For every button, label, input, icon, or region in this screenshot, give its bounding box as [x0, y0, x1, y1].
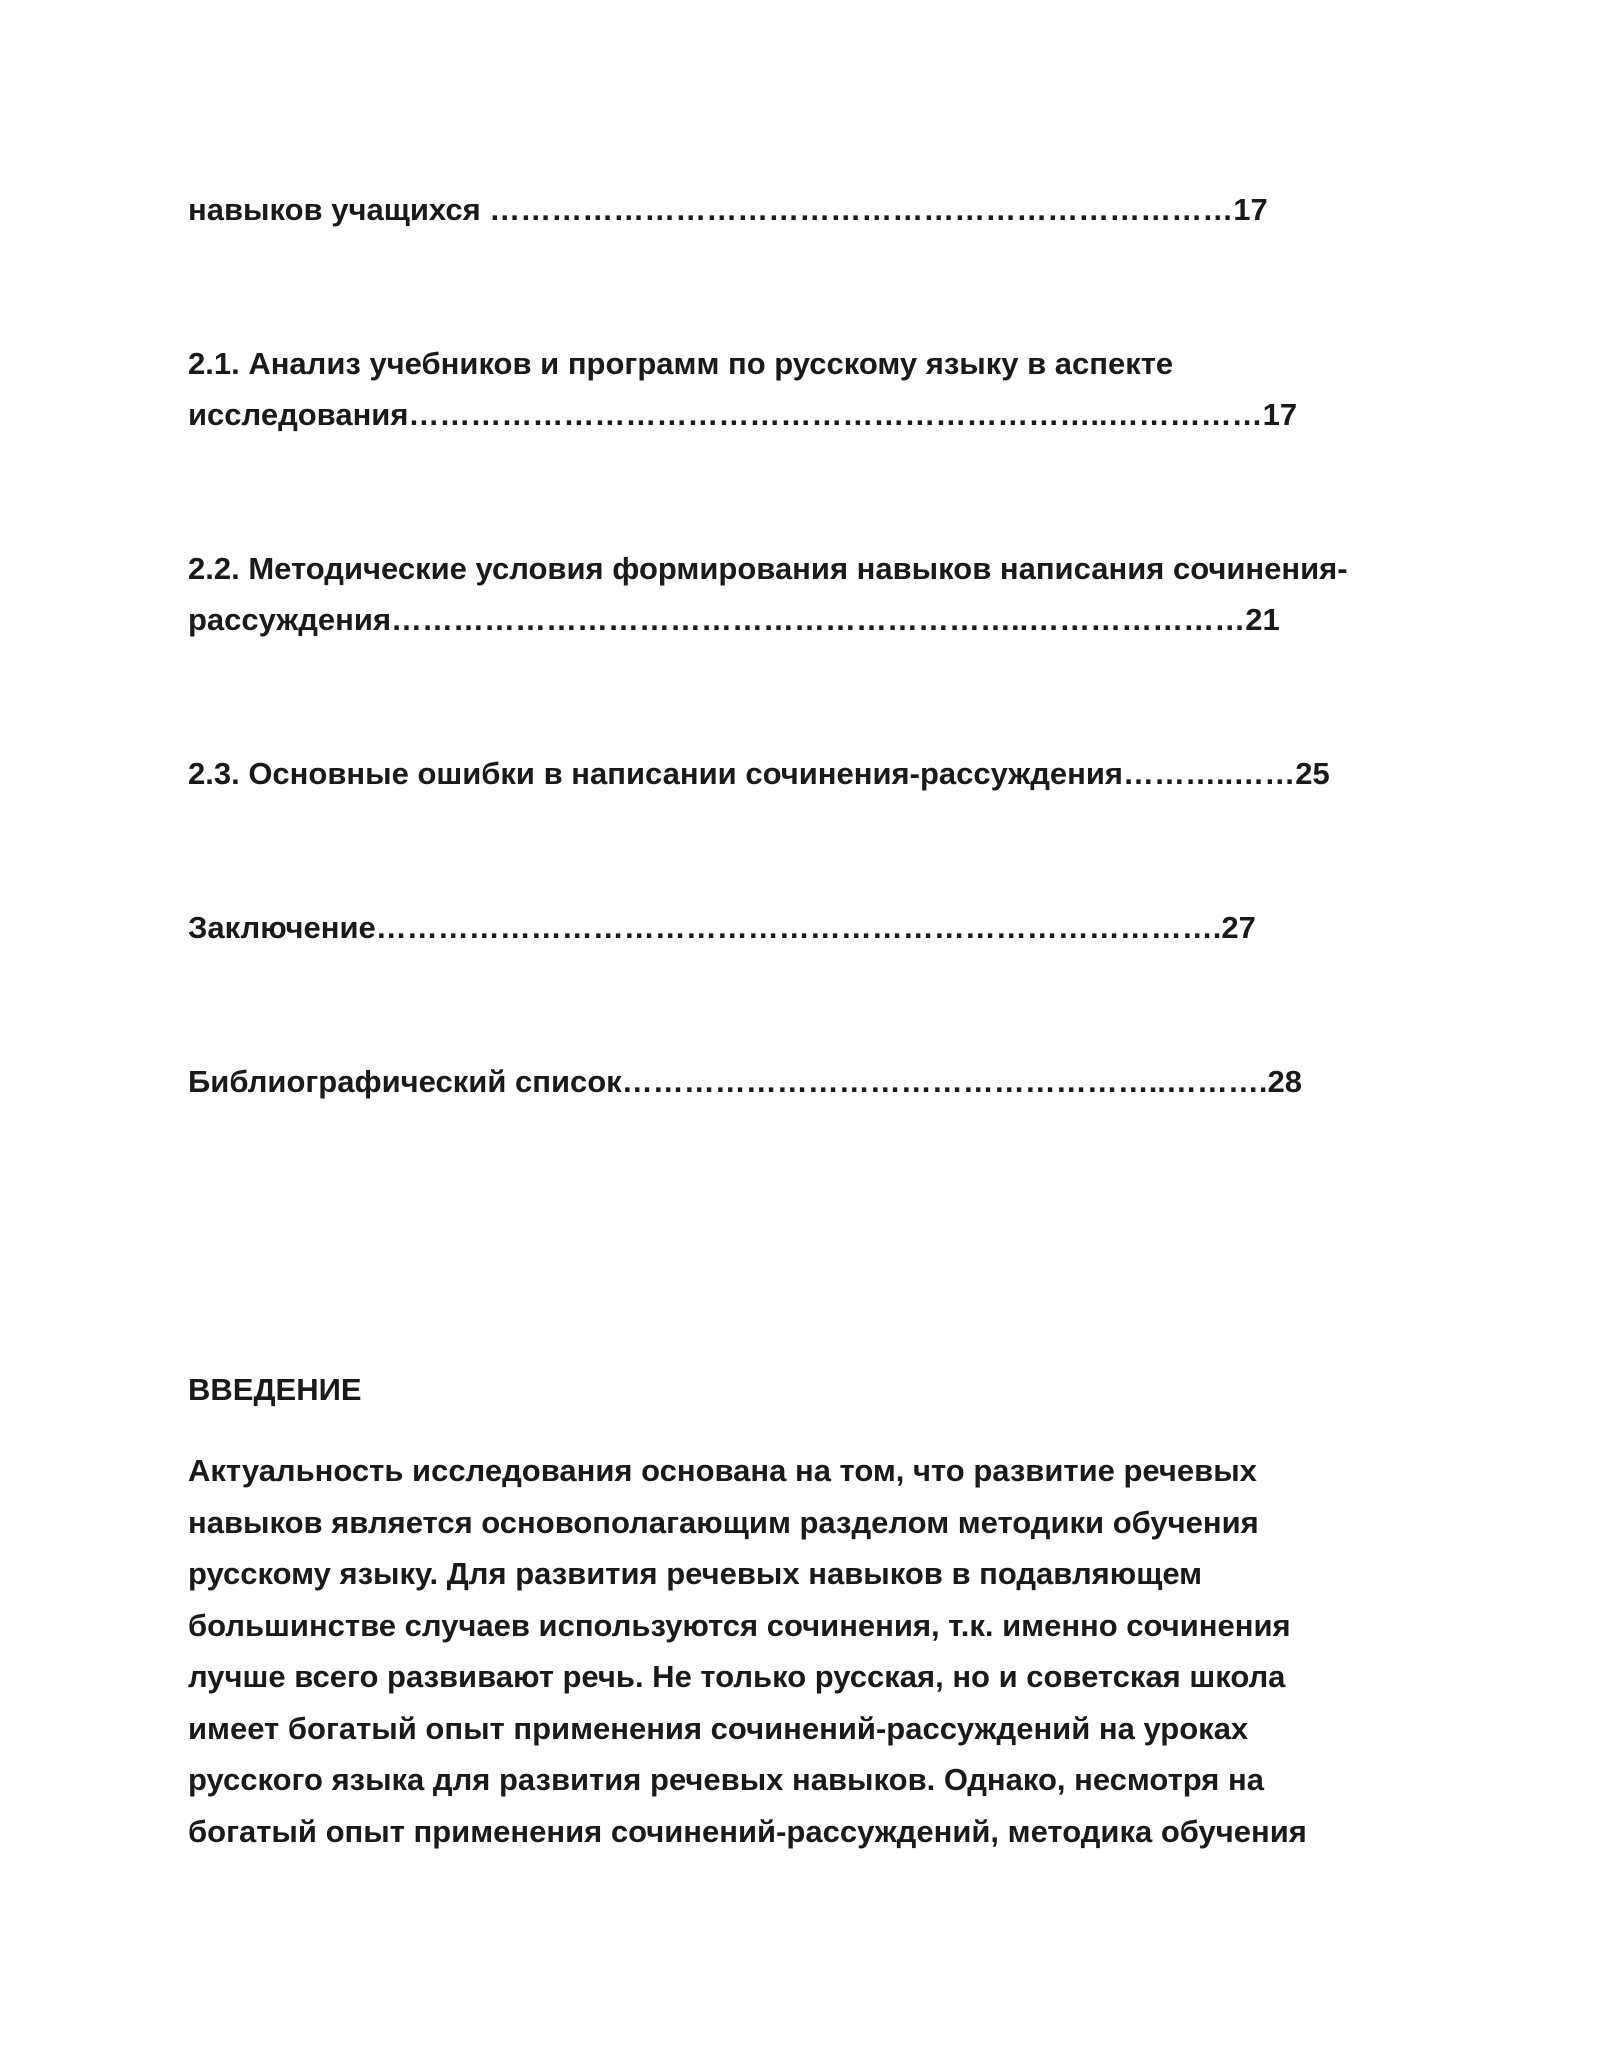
toc-line: 2.1. Анализ учебников и программ по русскому языку в аспекте	[188, 346, 1174, 381]
toc-entry-conclusion	[188, 902, 1428, 953]
toc-line: навыков учащихся ………………………………………………………………17	[188, 192, 1268, 227]
paragraph-line: имеет богатый опыт применения сочинений-рассуждений на уроках	[188, 1710, 1249, 1746]
toc-line: рассуждения……………………………………………………..…………………21	[188, 602, 1280, 637]
toc-entry-2-3	[188, 748, 1428, 799]
toc-entry-skills	[188, 184, 1428, 235]
toc-line: 2.3. Основные ошибки в написании сочинения-рассуждения………..……25	[188, 756, 1330, 791]
paragraph-line: русскому языку. Для развития речевых навыков в подавляющем	[188, 1556, 1203, 1591]
toc-line: Библиографический список……………………………………………..……….28	[188, 1064, 1303, 1099]
intro-paragraph	[188, 1445, 1448, 1857]
paragraph-line: лучше всего развивают речь. Не только русская, но и советская школа	[188, 1659, 1286, 1694]
paragraph-line: богатый опыт применения сочинений-рассуждений, методика обучения	[188, 1813, 1307, 1849]
toc-entry-2-1	[188, 338, 1428, 440]
toc-entry-bibliography	[188, 1056, 1428, 1107]
toc-entry-2-2	[188, 543, 1428, 645]
toc-line: Заключение……………………………………………………………………….27	[188, 910, 1256, 945]
paragraph-line: навыков является основополагающим разделом методики обучения	[188, 1504, 1259, 1540]
toc-line: исследования…………………………………………………………..……………17	[188, 397, 1298, 432]
toc-line: 2.2. Методические условия формирования навыков написания сочинения-	[188, 551, 1348, 586]
intro-heading: ВВЕДЕНИЕ	[188, 1372, 362, 1407]
paragraph-line: Актуальность исследования основана на том, что развитие речевых	[188, 1453, 1257, 1488]
paragraph-line: русского языка для развития речевых навыков. Однако, несмотря на	[188, 1762, 1264, 1797]
paragraph-line: большинстве случаев используются сочинения, т.к. именно сочинения	[188, 1607, 1291, 1643]
